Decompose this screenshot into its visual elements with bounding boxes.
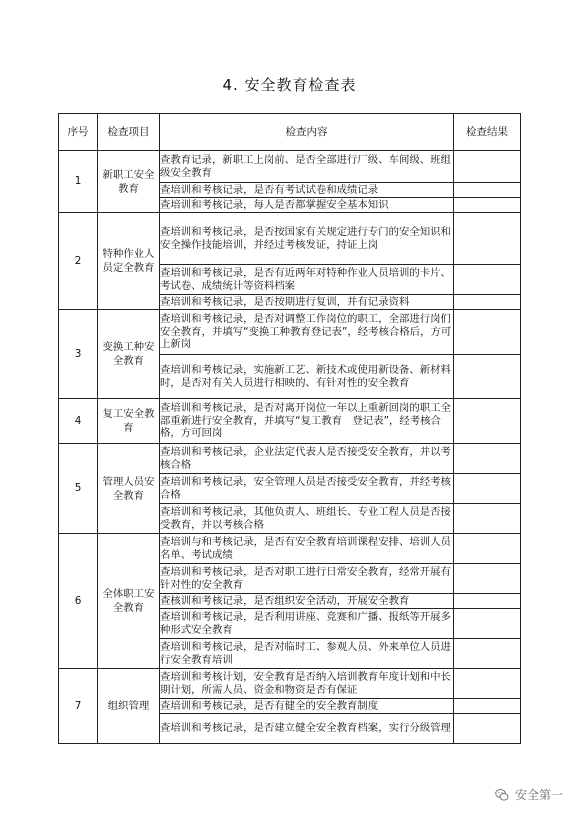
row-check-content: 查培训和考核记录，是否对临时工、参观人员、外来单位人员进行安全教育培训 — [160, 639, 454, 669]
header-item: 检查项目 — [98, 114, 160, 151]
row-check-item: 管理人员安全教育 — [98, 444, 160, 534]
row-check-item: 全体职工安全教育 — [98, 534, 160, 669]
row-check-result[interactable] — [454, 564, 521, 594]
row-check-result[interactable] — [454, 151, 521, 183]
row-seq: 4 — [59, 399, 98, 444]
row-check-content: 查核训和考核记录，是否组织安全活动，开展安全教育 — [160, 594, 454, 609]
table-row — [59, 213, 521, 265]
row-check-result[interactable] — [454, 474, 521, 504]
row-check-result[interactable] — [454, 399, 521, 444]
row-check-result[interactable] — [454, 609, 521, 639]
wechat-icon — [495, 788, 509, 802]
row-check-content: 查培训和考核记录，是否对离开岗位一年以上重新回岗的职工全部重新进行安全教育，并填写“复工教育 登记表”，经考核合格，方可回岗 — [160, 399, 454, 444]
table-header-row — [59, 114, 521, 151]
table-row — [59, 444, 521, 474]
row-seq: 7 — [59, 669, 98, 744]
row-check-result[interactable] — [454, 265, 521, 295]
row-check-result[interactable] — [454, 534, 521, 564]
page-title: 4. 安全教育检查表 — [222, 76, 357, 94]
row-check-item: 复工安全教育 — [98, 399, 160, 444]
row-seq: 1 — [59, 151, 98, 213]
row-check-content: 查培训与和考核记录，是否有安全教育培训课程安排、培训人员名单、考试成绩 — [160, 534, 454, 564]
row-seq: 2 — [59, 213, 98, 310]
table-body — [59, 151, 521, 744]
header-content: 检查内容 — [160, 114, 454, 151]
row-check-content: 查培训和考核记录，每人是否都掌握安全基本知识 — [160, 198, 454, 213]
row-check-content: 查培训和考核记录，实施新工艺、新技术或使用新设备、新材料时，是否对有关人员进行相映的、有针对性的安全教育 — [160, 355, 454, 399]
row-check-content: 查培训和考核记录，安全管理人员是否接受安全教育，并经考核合格 — [160, 474, 454, 504]
row-check-result[interactable] — [454, 444, 521, 474]
safety-education-check-table — [58, 113, 521, 744]
row-check-content: 查培训和考核记录，其他负责人、班组长、专业工程人员是否接受教育，并以考核合格 — [160, 504, 454, 534]
row-check-result[interactable] — [454, 310, 521, 355]
row-check-content: 查培训和考核记录，是否对职工进行日常安全教育，经常开展有针对性的安全教育 — [160, 564, 454, 594]
row-check-item: 组织管理 — [98, 669, 160, 744]
row-check-result[interactable] — [454, 355, 521, 399]
table-row — [59, 310, 521, 355]
table-row — [59, 669, 521, 699]
row-check-result[interactable] — [454, 213, 521, 265]
row-check-content: 查培训和考核记录，是否按期进行复训，并有记录资料 — [160, 295, 454, 310]
row-check-content: 查教育记录，新职工上岗前、是否全部进行厂级、车间级、班组级安全教育 — [160, 151, 454, 183]
table-row — [59, 534, 521, 564]
row-check-result[interactable] — [454, 594, 521, 609]
row-check-result[interactable] — [454, 714, 521, 744]
row-seq: 5 — [59, 444, 98, 534]
row-check-content: 查培训和考核记录，是否有考试试卷和成绩记录 — [160, 183, 454, 198]
row-check-item: 新职工安全教育 — [98, 151, 160, 213]
row-seq: 6 — [59, 534, 98, 669]
row-check-content: 查培训和考核记录，是否对调整工作岗位的职工，全部进行岗们安全教育，并填写“变换工种教育登记表”，经考核合格后，方可上新岗 — [160, 310, 454, 355]
row-check-content: 查培训和考核记录，是否有近两年对特种作业人员培训的卡片、考试卷、成绩统计等资料档案 — [160, 265, 454, 295]
row-check-result[interactable] — [454, 669, 521, 699]
header-seq: 序号 — [59, 114, 98, 151]
row-check-item: 特种作业人员定全教育 — [98, 213, 160, 310]
row-check-result[interactable] — [454, 295, 521, 310]
row-check-content: 查培训和考核记录，企业法定代表人是否接受安全教育，并以考核合格 — [160, 444, 454, 474]
table-row — [59, 399, 521, 444]
row-check-result[interactable] — [454, 504, 521, 534]
table-row — [59, 151, 521, 183]
row-check-content: 查培训和考核记录，是否利用讲座、竞赛和广播、报纸等开展多种形式安全教育 — [160, 609, 454, 639]
row-check-content: 查培训和考核记录，是否建立健全安全教育档案，实行分级管理 — [160, 714, 454, 744]
row-check-content: 查培训和考核记录，是否有健全的安全教育制度 — [160, 699, 454, 714]
row-check-result[interactable] — [454, 183, 521, 198]
row-check-result[interactable] — [454, 699, 521, 714]
row-check-result[interactable] — [454, 639, 521, 669]
watermark-text: 安全第一 — [514, 788, 563, 802]
header-result: 检查结果 — [454, 114, 521, 151]
row-check-content: 查培训和考核记录，是否按国家有关规定进行专门的安全知识和安全操作技能培训，并经过考核发证，持证上岗 — [160, 213, 454, 265]
row-seq: 3 — [59, 310, 98, 399]
watermark — [495, 786, 563, 803]
row-check-result[interactable] — [454, 198, 521, 213]
row-check-content: 查培训和考核计划，安全教育是否纳入培训教育年度计划和中长期计划，所需人员、资金和物资是否有保证 — [160, 669, 454, 699]
row-check-item: 变换工种安全教育 — [98, 310, 160, 399]
